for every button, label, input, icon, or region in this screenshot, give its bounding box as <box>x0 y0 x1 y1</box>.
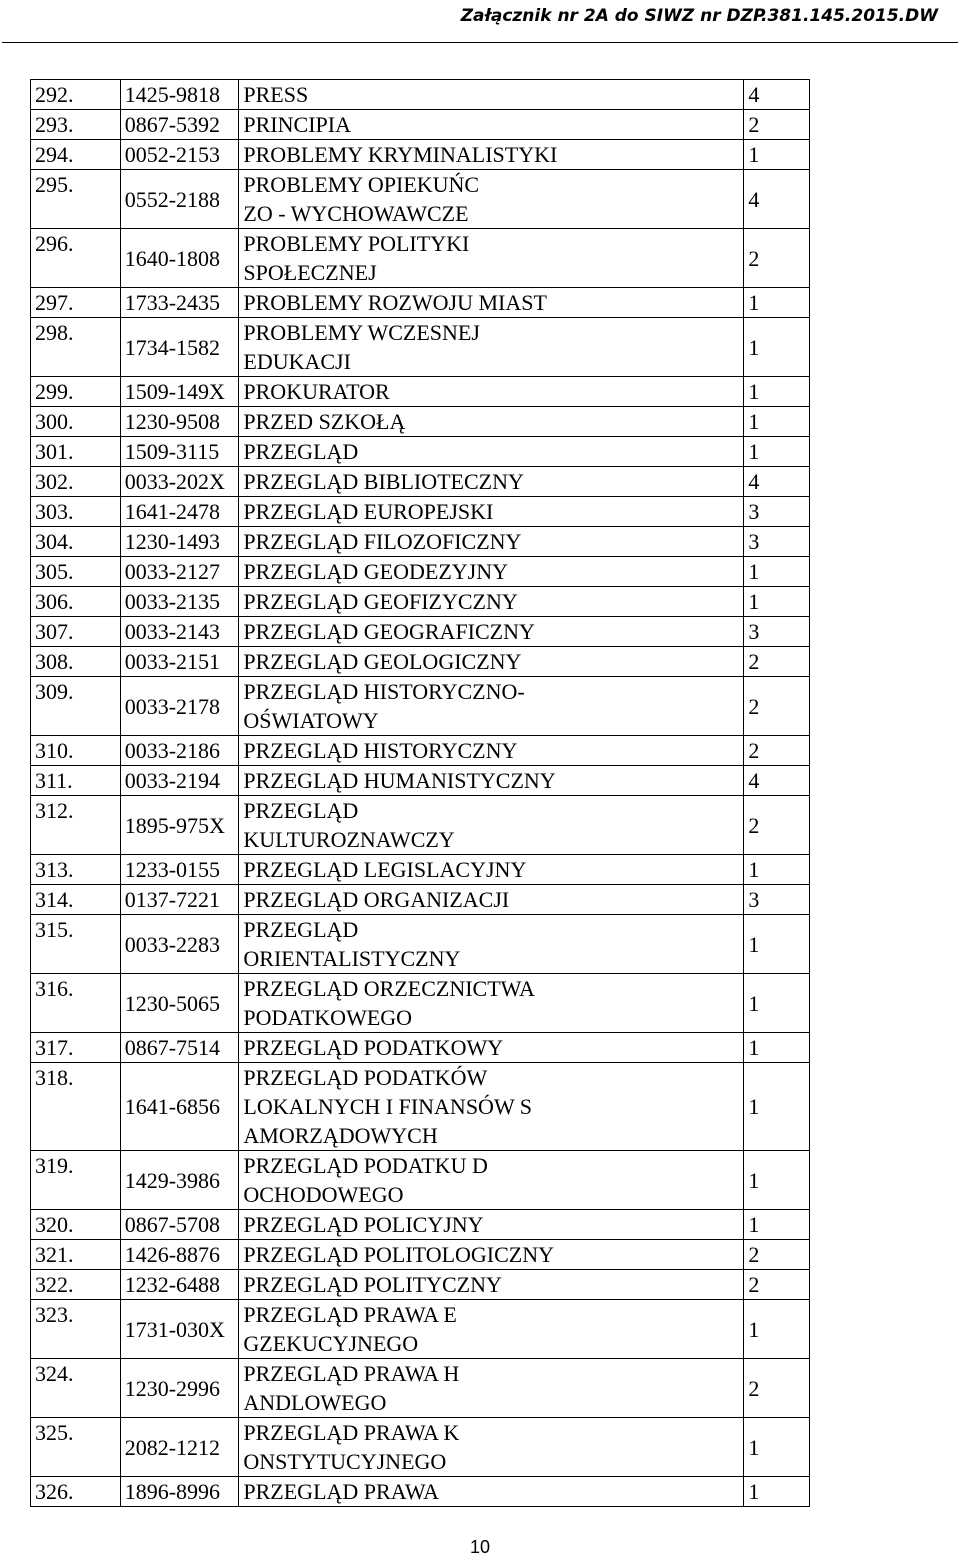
row-quantity: 3 <box>744 497 810 527</box>
row-issn: 0867-7514 <box>120 1033 239 1063</box>
table-row <box>31 1359 810 1418</box>
table-row <box>31 1063 810 1151</box>
row-quantity: 1 <box>744 1418 810 1477</box>
row-issn: 1233-0155 <box>120 855 239 885</box>
table-row <box>31 497 810 527</box>
periodicals-table-body <box>31 80 810 1507</box>
row-title: PRZEGLĄD HISTORYCZNY <box>239 736 744 766</box>
row-issn: 1230-1493 <box>120 527 239 557</box>
row-issn: 1641-2478 <box>120 497 239 527</box>
row-title: PRZEGLĄD PRAWA <box>239 1477 744 1507</box>
table-row <box>31 855 810 885</box>
header-divider <box>2 42 958 43</box>
table-row <box>31 647 810 677</box>
row-title: PRZEGLĄD KULTUROZNAWCZY <box>239 796 744 855</box>
row-number: 316. <box>31 974 121 1033</box>
row-quantity: 2 <box>744 229 810 288</box>
table-row <box>31 1270 810 1300</box>
table-row <box>31 318 810 377</box>
row-quantity: 3 <box>744 885 810 915</box>
row-quantity: 2 <box>744 796 810 855</box>
row-quantity: 1 <box>744 587 810 617</box>
table-row <box>31 80 810 110</box>
row-title: PRZEGLĄD PRAWA K ONSTYTUCYJNEGO <box>239 1418 744 1477</box>
row-number: 312. <box>31 796 121 855</box>
row-issn: 1641-6856 <box>120 1063 239 1151</box>
row-number: 314. <box>31 885 121 915</box>
row-number: 295. <box>31 170 121 229</box>
row-number: 311. <box>31 766 121 796</box>
row-title: PRZEGLĄD GEOFIZYCZNY <box>239 587 744 617</box>
row-title: PRZEGLĄD FILOZOFICZNY <box>239 527 744 557</box>
row-issn: 1509-149X <box>120 377 239 407</box>
row-number: 317. <box>31 1033 121 1063</box>
row-title: PRZEGLĄD ORZECZNICTWA PODATKOWEGO <box>239 974 744 1033</box>
row-number: 302. <box>31 467 121 497</box>
table-row <box>31 677 810 736</box>
row-quantity: 1 <box>744 140 810 170</box>
row-number: 315. <box>31 915 121 974</box>
row-number: 305. <box>31 557 121 587</box>
table-row <box>31 1240 810 1270</box>
row-quantity: 3 <box>744 527 810 557</box>
row-quantity: 1 <box>744 557 810 587</box>
row-quantity: 4 <box>744 80 810 110</box>
row-number: 325. <box>31 1418 121 1477</box>
table-row <box>31 437 810 467</box>
row-quantity: 2 <box>744 1240 810 1270</box>
table-row <box>31 885 810 915</box>
table-row <box>31 915 810 974</box>
row-issn: 0033-2186 <box>120 736 239 766</box>
row-number: 313. <box>31 855 121 885</box>
row-title: PRZEGLĄD BIBLIOTECZNY <box>239 467 744 497</box>
table-row <box>31 1418 810 1477</box>
row-issn: 1425-9818 <box>120 80 239 110</box>
row-issn: 1733-2435 <box>120 288 239 318</box>
row-issn: 1230-5065 <box>120 974 239 1033</box>
table-row <box>31 288 810 318</box>
row-title: PRZEGLĄD PRAWA E GZEKUCYJNEGO <box>239 1300 744 1359</box>
row-quantity: 1 <box>744 1033 810 1063</box>
row-issn: 0052-2153 <box>120 140 239 170</box>
row-quantity: 1 <box>744 1477 810 1507</box>
row-issn: 0867-5392 <box>120 110 239 140</box>
row-quantity: 2 <box>744 677 810 736</box>
row-number: 292. <box>31 80 121 110</box>
row-title: PRINCIPIA <box>239 110 744 140</box>
row-title: PRZEGLĄD ORIENTALISTYCZNY <box>239 915 744 974</box>
row-issn: 1896-8996 <box>120 1477 239 1507</box>
row-title: PRZEGLĄD PODATKU D OCHODOWEGO <box>239 1151 744 1210</box>
row-title: PRZEGLĄD HISTORYCZNO- OŚWIATOWY <box>239 677 744 736</box>
row-issn: 1230-9508 <box>120 407 239 437</box>
table-row <box>31 557 810 587</box>
row-quantity: 1 <box>744 437 810 467</box>
row-number: 323. <box>31 1300 121 1359</box>
row-quantity: 1 <box>744 1300 810 1359</box>
row-title: PROBLEMY KRYMINALISTYKI <box>239 140 744 170</box>
row-issn: 0033-2143 <box>120 617 239 647</box>
row-quantity: 1 <box>744 318 810 377</box>
table-row <box>31 736 810 766</box>
row-title: PRZEGLĄD <box>239 437 744 467</box>
row-quantity: 1 <box>744 1151 810 1210</box>
row-quantity: 1 <box>744 288 810 318</box>
row-title: PRZEGLĄD PRAWA H ANDLOWEGO <box>239 1359 744 1418</box>
row-number: 320. <box>31 1210 121 1240</box>
row-issn: 1640-1808 <box>120 229 239 288</box>
row-number: 310. <box>31 736 121 766</box>
table-row <box>31 587 810 617</box>
row-number: 307. <box>31 617 121 647</box>
table-row <box>31 467 810 497</box>
row-title: PRESS <box>239 80 744 110</box>
row-number: 303. <box>31 497 121 527</box>
row-title: PRZEGLĄD ORGANIZACJI <box>239 885 744 915</box>
periodicals-table <box>30 79 810 1507</box>
row-issn: 0033-2194 <box>120 766 239 796</box>
row-issn: 1734-1582 <box>120 318 239 377</box>
row-number: 298. <box>31 318 121 377</box>
row-title: PROBLEMY OPIEKUŃC ZO - WYCHOWAWCZE <box>239 170 744 229</box>
row-issn: 0867-5708 <box>120 1210 239 1240</box>
row-number: 321. <box>31 1240 121 1270</box>
row-issn: 1895-975X <box>120 796 239 855</box>
row-title: PROBLEMY POLITYKI SPOŁECZNEJ <box>239 229 744 288</box>
row-title: PRZEGLĄD PODATKOWY <box>239 1033 744 1063</box>
row-number: 308. <box>31 647 121 677</box>
row-issn: 0033-2178 <box>120 677 239 736</box>
row-quantity: 2 <box>744 110 810 140</box>
row-issn: 2082-1212 <box>120 1418 239 1477</box>
row-quantity: 2 <box>744 647 810 677</box>
row-title: PRZEGLĄD EUROPEJSKI <box>239 497 744 527</box>
row-title: PRZEGLĄD GEODEZYJNY <box>239 557 744 587</box>
row-title: PRZED SZKOŁĄ <box>239 407 744 437</box>
table-row <box>31 1477 810 1507</box>
table-row <box>31 110 810 140</box>
page-number: 10 <box>469 1537 491 1557</box>
row-quantity: 2 <box>744 1270 810 1300</box>
row-title: PRZEGLĄD PODATKÓW LOKALNYCH I FINANSÓW S AMORZĄDOWYCH <box>239 1063 744 1151</box>
row-quantity: 2 <box>744 736 810 766</box>
row-number: 326. <box>31 1477 121 1507</box>
row-issn: 0033-2283 <box>120 915 239 974</box>
row-number: 306. <box>31 587 121 617</box>
row-number: 319. <box>31 1151 121 1210</box>
table-row <box>31 766 810 796</box>
table-row <box>31 140 810 170</box>
row-issn: 1232-6488 <box>120 1270 239 1300</box>
row-issn: 1509-3115 <box>120 437 239 467</box>
row-number: 299. <box>31 377 121 407</box>
row-issn: 0033-2127 <box>120 557 239 587</box>
row-number: 324. <box>31 1359 121 1418</box>
row-title: PRZEGLĄD GEOGRAFICZNY <box>239 617 744 647</box>
row-number: 294. <box>31 140 121 170</box>
row-quantity: 4 <box>744 766 810 796</box>
row-issn: 1230-2996 <box>120 1359 239 1418</box>
row-number: 293. <box>31 110 121 140</box>
row-quantity: 1 <box>744 377 810 407</box>
row-quantity: 1 <box>744 1210 810 1240</box>
row-issn: 1731-030X <box>120 1300 239 1359</box>
table-row <box>31 1151 810 1210</box>
row-title: PRZEGLĄD POLICYJNY <box>239 1210 744 1240</box>
row-quantity: 1 <box>744 915 810 974</box>
row-issn: 0137-7221 <box>120 885 239 915</box>
table-row <box>31 170 810 229</box>
row-quantity: 1 <box>744 974 810 1033</box>
row-number: 297. <box>31 288 121 318</box>
row-title: PRZEGLĄD GEOLOGICZNY <box>239 647 744 677</box>
document-header: Załącznik nr 2A do SIWZ nr DZP.381.145.2015.DW <box>460 6 938 26</box>
table-row <box>31 527 810 557</box>
row-quantity: 1 <box>744 1063 810 1151</box>
row-quantity: 1 <box>744 855 810 885</box>
row-quantity: 1 <box>744 407 810 437</box>
row-quantity: 4 <box>744 170 810 229</box>
row-title: PRZEGLĄD POLITYCZNY <box>239 1270 744 1300</box>
row-number: 301. <box>31 437 121 467</box>
table-row <box>31 407 810 437</box>
row-title: PROBLEMY WCZESNEJ EDUKACJI <box>239 318 744 377</box>
row-issn: 1426-8876 <box>120 1240 239 1270</box>
row-title: PROKURATOR <box>239 377 744 407</box>
row-title: PRZEGLĄD POLITOLOGICZNY <box>239 1240 744 1270</box>
row-title: PROBLEMY ROZWOJU MIAST <box>239 288 744 318</box>
row-issn: 0033-2151 <box>120 647 239 677</box>
row-issn: 0033-2135 <box>120 587 239 617</box>
row-number: 304. <box>31 527 121 557</box>
row-number: 300. <box>31 407 121 437</box>
row-issn: 0552-2188 <box>120 170 239 229</box>
table-row <box>31 229 810 288</box>
row-title: PRZEGLĄD HUMANISTYCZNY <box>239 766 744 796</box>
row-number: 309. <box>31 677 121 736</box>
row-number: 322. <box>31 1270 121 1300</box>
row-quantity: 2 <box>744 1359 810 1418</box>
row-title: PRZEGLĄD LEGISLACYJNY <box>239 855 744 885</box>
row-issn: 1429-3986 <box>120 1151 239 1210</box>
table-row <box>31 974 810 1033</box>
table-row <box>31 1210 810 1240</box>
row-quantity: 4 <box>744 467 810 497</box>
table-row <box>31 377 810 407</box>
table-row <box>31 796 810 855</box>
row-issn: 0033-202X <box>120 467 239 497</box>
table-row <box>31 1033 810 1063</box>
row-number: 296. <box>31 229 121 288</box>
row-number: 318. <box>31 1063 121 1151</box>
row-quantity: 3 <box>744 617 810 647</box>
table-row <box>31 617 810 647</box>
table-row <box>31 1300 810 1359</box>
